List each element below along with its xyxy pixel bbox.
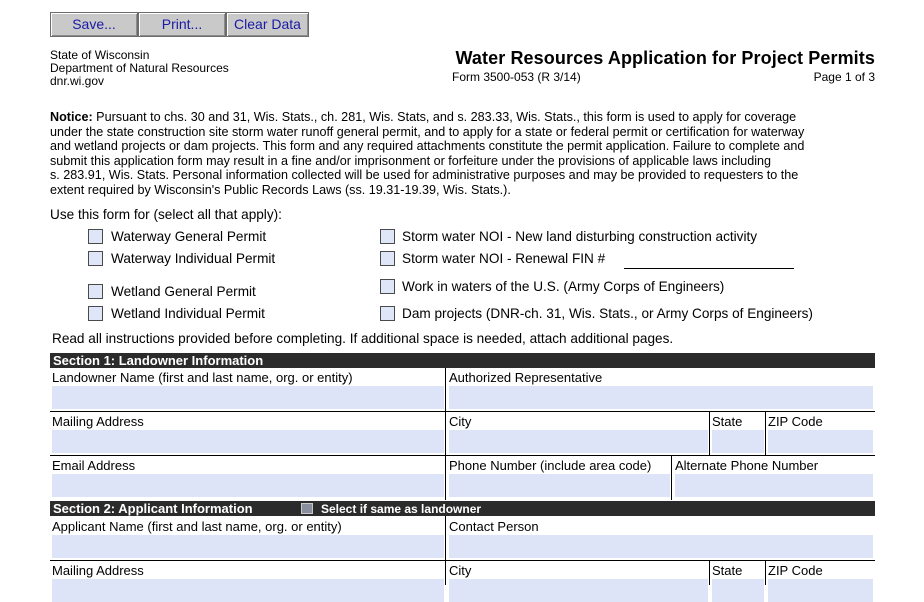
authorized-rep-label: Authorized Representative <box>449 370 603 385</box>
wetland-general-checkbox[interactable] <box>88 284 103 299</box>
alt-phone-input[interactable] <box>675 474 873 497</box>
waterway-individual-label: Waterway Individual Permit <box>111 251 276 266</box>
wetland-general-label: Wetland General Permit <box>111 284 256 299</box>
same-as-landowner-label: Select if same as landowner <box>321 502 482 516</box>
city-label: City <box>449 414 472 429</box>
instructions-text: Read all instructions provided before completing. If additional space is needed, attach additional pages. <box>52 331 674 346</box>
email-label: Email Address <box>52 458 136 473</box>
storm-renewal-label: Storm water NOI - Renewal FIN # <box>402 251 606 266</box>
notice-line: under the state construction site storm water runoff general permit, and to apply for a state or federal permit or certification for waterway <box>50 124 805 139</box>
form-title: Water Resources Application for Project Permits <box>455 48 875 68</box>
storm-new-checkbox[interactable] <box>380 229 395 244</box>
notice-line: submit this application form may result in a fine and/or imprisonment or forfeiture under the provisions of applicable laws including <box>50 153 771 168</box>
notice-label: Notice: <box>50 110 93 124</box>
notice-line: and wetland projects or dam projects. This form and any required attachments constitute the permit application. Failure to complete and <box>50 139 805 153</box>
landowner-name-input[interactable] <box>52 386 444 409</box>
agency-department: Department of Natural Resources <box>50 61 229 75</box>
alt-phone-label: Alternate Phone Number <box>675 458 819 473</box>
work-waters-checkbox[interactable] <box>380 279 395 294</box>
divider <box>671 456 672 500</box>
divider <box>445 561 446 585</box>
form-number: Form 3500-053 (R 3/14) <box>452 70 581 84</box>
waterway-general-checkbox[interactable] <box>88 229 103 244</box>
section2-header: Section 2: Applicant Information <box>50 501 875 516</box>
use-for-prompt: Use this form for (select all that apply): <box>50 207 282 222</box>
save-button[interactable]: Save... <box>50 12 138 37</box>
applicant-name-label: Applicant Name (first and last name, org. or entity) <box>52 519 342 534</box>
notice-line: Pursuant to chs. 30 and 31, Wis. Stats., ch. 281, Wis. Stats, and s. 283.33, Wis. Stats., this form is used to apply for coverage <box>92 110 797 124</box>
divider <box>709 561 710 585</box>
state-label: State <box>712 414 743 429</box>
storm-new-label: Storm water NOI - New land disturbing construction activity <box>402 229 758 244</box>
applicant-zip-label: ZIP Code <box>768 563 823 578</box>
phone-label: Phone Number (include area code) <box>449 458 652 473</box>
divider <box>50 455 875 456</box>
wetland-individual-label: Wetland Individual Permit <box>111 306 265 321</box>
storm-renewal-checkbox[interactable] <box>380 251 395 266</box>
applicant-mailing-address-input[interactable] <box>52 579 444 602</box>
wetland-individual-checkbox[interactable] <box>88 306 103 321</box>
clear-data-button[interactable]: Clear Data <box>226 12 309 37</box>
section1-header: Section 1: Landowner Information <box>50 353 875 368</box>
divider <box>50 560 875 561</box>
phone-input[interactable] <box>449 474 670 497</box>
agency-website: dnr.wi.gov <box>50 74 105 88</box>
mailing-address-label: Mailing Address <box>52 414 144 429</box>
applicant-state-label: State <box>712 563 743 578</box>
waterway-individual-checkbox[interactable] <box>88 251 103 266</box>
notice-paragraph <box>50 110 880 197</box>
applicant-zip-input[interactable] <box>768 579 873 602</box>
contact-person-input[interactable] <box>449 535 873 558</box>
applicant-city-input[interactable] <box>449 579 708 602</box>
dam-projects-checkbox[interactable] <box>380 306 395 321</box>
agency-state: State of Wisconsin <box>50 48 150 62</box>
divider <box>50 411 875 412</box>
state-input[interactable] <box>712 430 764 453</box>
divider <box>765 412 766 456</box>
same-as-landowner-checkbox[interactable] <box>301 503 313 514</box>
applicant-state-input[interactable] <box>712 579 764 602</box>
mailing-address-input[interactable] <box>52 430 444 453</box>
divider <box>445 456 446 500</box>
page-indicator: Page 1 of 3 <box>813 70 875 84</box>
agency-block <box>50 49 229 88</box>
applicant-name-input[interactable] <box>52 535 444 558</box>
divider <box>709 412 710 456</box>
city-input[interactable] <box>449 430 708 453</box>
print-button[interactable]: Print... <box>138 12 226 37</box>
notice-line: s. 283.91, Wis. Stats. Personal information collected will be used for administrative purposes and may be provided to requesters to the <box>50 168 799 182</box>
zip-label: ZIP Code <box>768 414 823 429</box>
email-input[interactable] <box>52 474 444 497</box>
applicant-mailing-address-label: Mailing Address <box>52 563 144 578</box>
landowner-name-label: Landowner Name (first and last name, org. or entity) <box>52 370 353 385</box>
divider <box>445 516 446 561</box>
authorized-rep-input[interactable] <box>449 386 873 409</box>
applicant-city-label: City <box>449 563 472 578</box>
fin-number-input[interactable] <box>624 253 794 269</box>
notice-line: extent required by Wisconsin's Public Records Laws (ss. 19.31-19.39, Wis. Stats.). <box>50 182 511 197</box>
zip-input[interactable] <box>768 430 873 453</box>
contact-person-label: Contact Person <box>449 519 539 534</box>
divider <box>445 412 446 456</box>
waterway-general-label: Waterway General Permit <box>111 229 267 244</box>
divider <box>445 368 446 412</box>
work-waters-label: Work in waters of the U.S. (Army Corps of Engineers) <box>402 279 725 294</box>
divider <box>765 561 766 585</box>
dam-projects-label: Dam projects (DNR-ch. 31, Wis. Stats., or Army Corps of Engineers) <box>402 306 813 321</box>
